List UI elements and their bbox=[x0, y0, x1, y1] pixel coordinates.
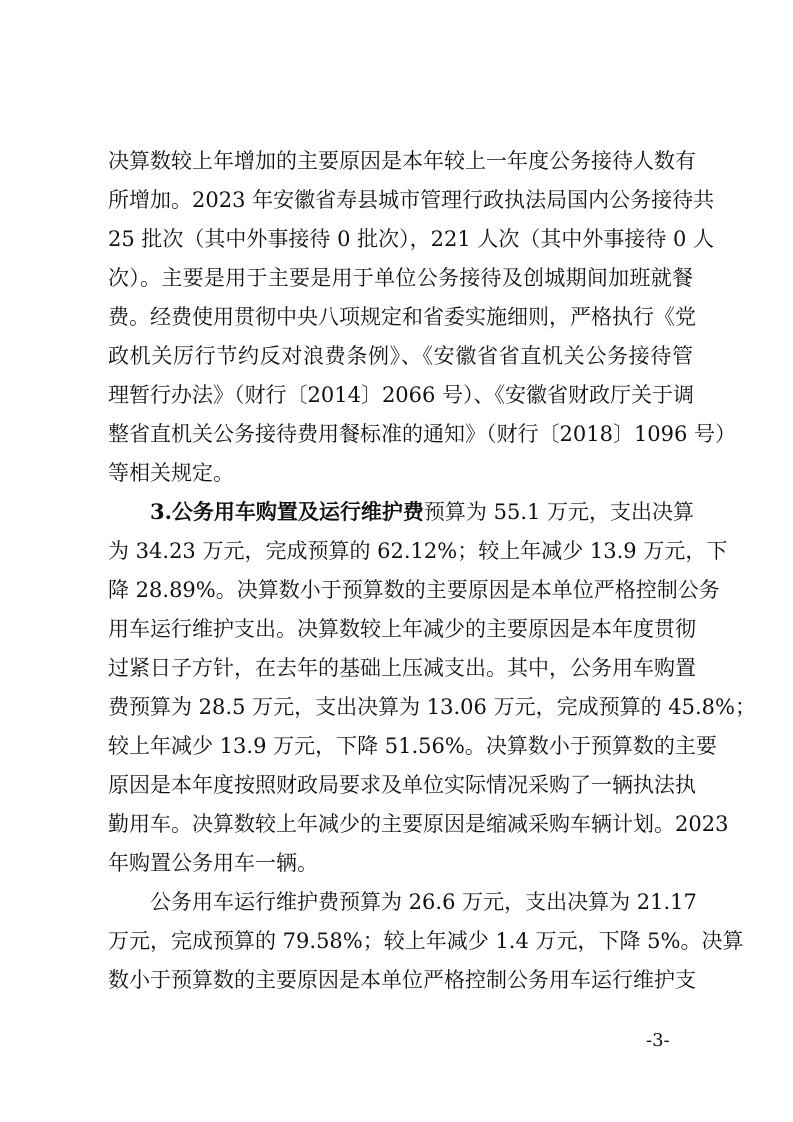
paragraph-line: 次）。主要是用于主要是用于单位公务接待及创城期间加班就餐 bbox=[108, 266, 693, 290]
heading-line-text: 预算为 55.1 万元，支出决算 bbox=[423, 500, 695, 524]
section-heading: 3.公务用车购置及运行维护费 bbox=[150, 499, 424, 524]
paragraph-line: 费。经费使用贯彻中央八项规定和省委实施细则，严格执行《党 bbox=[108, 305, 696, 329]
paragraph-line: 费预算为 28.5 万元，支出决算为 13.06 万元，完成预算的 45.8%； bbox=[108, 695, 756, 719]
paragraph-line: 万元，完成预算的 79.58%；较上年减少 1.4 万元，下降 5%。决算 bbox=[108, 929, 744, 953]
paragraph-line: 等相关规定。 bbox=[108, 461, 234, 485]
paragraph-line: 勤用车。决算数较上年减少的主要原因是缩减采购车辆计划。2023 bbox=[108, 812, 729, 836]
paragraph-line: 整省直机关公务接待费用餐标准的通知》（财行〔2018〕1096 号） bbox=[108, 422, 737, 446]
paragraph-line: 降 28.89%。决算数小于预算数的主要原因是本单位严格控制公务 bbox=[108, 578, 720, 602]
paragraph-line: 过紧日子方针，在去年的基础上压减支出。其中，公务用车购置 bbox=[108, 656, 696, 680]
paragraph-line: 25 批次（其中外事接待 0 批次），221 人次（其中外事接待 0 人 bbox=[108, 227, 715, 251]
paragraph-line: 原因是本年度按照财政局要求及单位实际情况采购了一辆执法执 bbox=[108, 773, 696, 797]
paragraph-line: 较上年减少 13.9 万元，下降 51.56%。决算数小于预算数的主要 bbox=[108, 734, 717, 758]
section-heading-line bbox=[150, 494, 693, 530]
paragraph-line: 决算数较上年增加的主要原因是本年较上一年度公务接待人数有 bbox=[108, 149, 696, 173]
page-number: -3- bbox=[646, 1030, 670, 1051]
paragraph-line: 所增加。2023 年安徽省寿县城市管理行政执法局国内公务接待共 bbox=[108, 188, 715, 212]
paragraph-line: 政机关厉行节约反对浪费条例》、《安徽省省直机关公务接待管 bbox=[108, 344, 693, 368]
paragraph-line: 公务用车运行维护费预算为 26.6 万元，支出决算为 21.17 bbox=[150, 890, 697, 914]
paragraph-line: 用车运行维护支出。决算数较上年减少的主要原因是本年度贯彻 bbox=[108, 617, 696, 641]
paragraph-line: 理暂行办法》（财行〔2014〕2066 号）、《安徽省财政厅关于调 bbox=[108, 383, 695, 407]
paragraph-line: 数小于预算数的主要原因是本单位严格控制公务用车运行维护支 bbox=[108, 968, 696, 992]
paragraph-line: 为 34.23 万元，完成预算的 62.12%；较上年减少 13.9 万元，下 bbox=[108, 539, 728, 563]
paragraph-line: 年购置公务用车一辆。 bbox=[108, 851, 318, 875]
